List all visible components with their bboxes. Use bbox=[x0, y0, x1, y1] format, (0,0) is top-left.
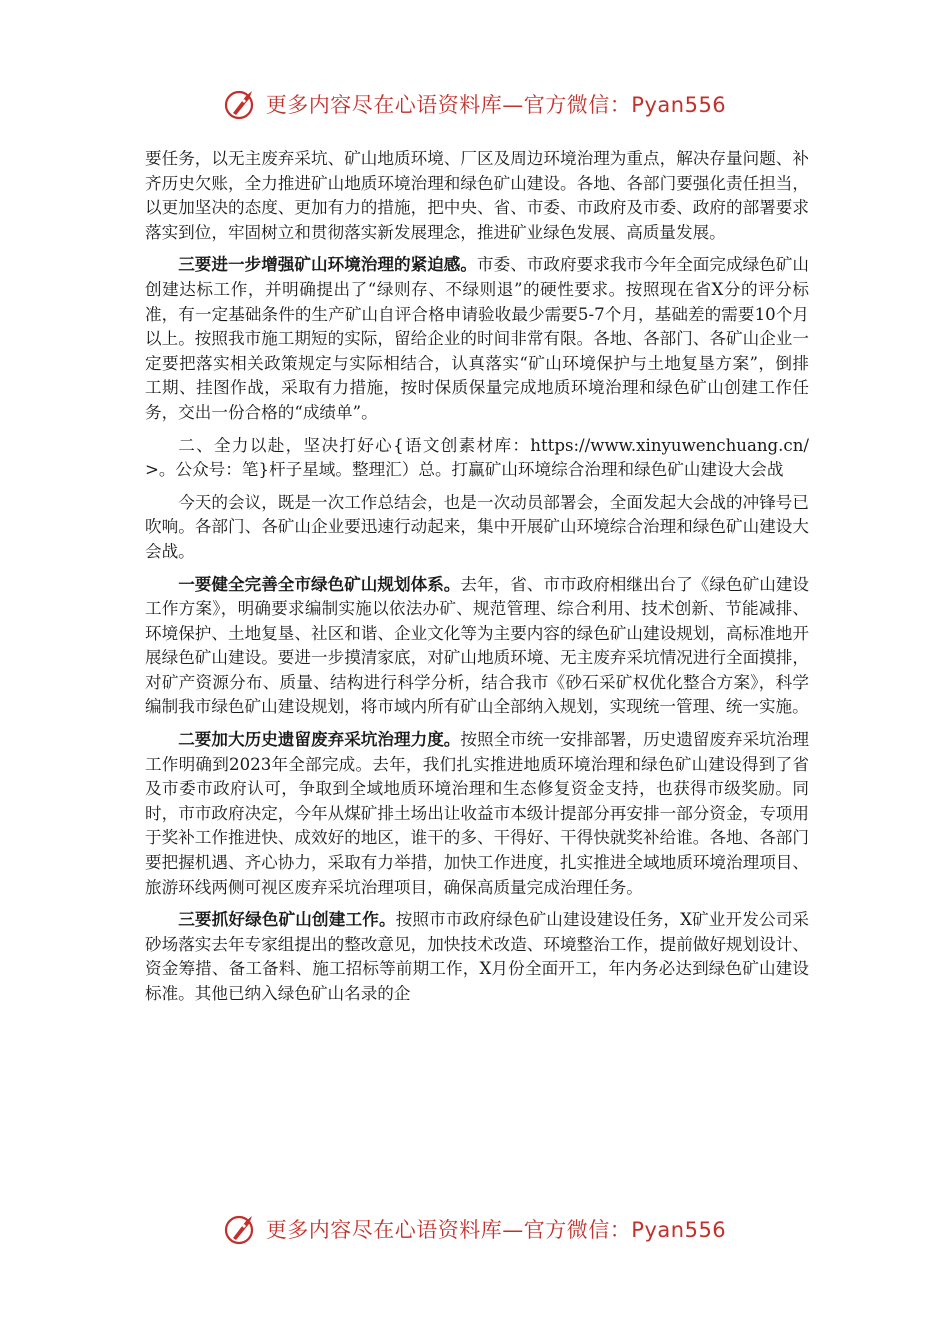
paragraph: 今天的会议，既是一次工作总结会，也是一次动员部署会，全面发起大会战的冲锋号已吹响。各部门、各矿山企业要迅速行动起来，集中开展矿山环境综合治理和绿色矿山建设大会战。 bbox=[145, 492, 809, 561]
header-watermark bbox=[0, 84, 950, 124]
footer-watermark bbox=[0, 1209, 950, 1249]
pen-nib-circle-icon bbox=[224, 1212, 258, 1246]
section-heading: 二、全力以赴，坚决打好心{语文创素材库：https://www.xinyuwenchuang.cn/>。公众号：笔}杆子星域。整理汇）总。打赢矿山环境综合治理和绿色矿山建设大会战 bbox=[145, 435, 809, 480]
paragraph: 一要健全完善全市绿色矿山规划体系。去年，省、市市政府相继出台了《绿色矿山建设工作方案》，明确要求编制实施以依法办矿、规范管理、综合利用、技术创新、节能减排、环境保护、土地复垦、社区和谐、企业文化等为主要内容的绿色矿山建设规划，高标准地开展绿色矿山建设。要进一步摸清家底，对矿山地质环境、无主废弃采坑情况进行全面摸排，对矿产资源分布、质量、结构进行科学分析，结合我市《砂石采矿权优化整合方案》，科学编制我市绿色矿山建设规划，将市域内所有矿山全部纳入规划，实现统一管理、统一实施。 bbox=[145, 573, 810, 717]
paragraph: 三要进一步增强矿山环境治理的紧迫感。市委、市政府要求我市今年全面完成绿色矿山创建达标工作，并明确提出了“绿则存、不绿则退”的硬性要求。按照现在省X分的评分标准，有一定基础条件的生产矿山自评合格申请验收最少需要5-7个月，基础差的需要10个月以上。按照我市施工期短的实际，留给企业的时间非常有限。各地、各部门、各矿山企业一定要把落实相关政策规定与实际相结合，认真落实“矿山环境保护与土地复垦方案”，倒排工期、挂图作战，采取有力措施，按时保质保量完成地质环境治理和绿色矿山创建工作任务，交出一份合格的“成绩单”。 bbox=[145, 254, 810, 422]
paragraph: 三要抓好绿色矿山创建工作。按照市市政府绿色矿山建设建设任务，X矿业开发公司采砂场落实去年专家组提出的整改意见，加快技术改造、环境整治工作，提前做好规划设计、资金筹措、备工备料、施工招标等前期工作，X月份全面开工，年内务必达到绿色矿山建设标准。其他已纳入绿色矿山名录的企 bbox=[145, 909, 810, 1003]
document-body bbox=[145, 146, 809, 1014]
header-watermark-text: 更多内容尽在心语资料库—官方微信：Pyan556 bbox=[265, 93, 727, 117]
paragraph-lead: 一要健全完善全市绿色矿山规划体系。 bbox=[178, 573, 461, 594]
paragraph: 要任务，以无主废弃采坑、矿山地质环境、厂区及周边环境治理为重点，解决存量问题、补齐历史欠账，全力推进矿山地质环境治理和绿色矿山建设。各地、各部门要强化责任担当，以更加坚决的态度、更加有力的措施，把中央、省、市委、市政府及市委、政府的部署要求落实到位，牢固树立和贯彻落实新发展理念，推进矿业绿色发展、高质量发展。 bbox=[145, 149, 809, 242]
footer-watermark-text: 更多内容尽在心语资料库—官方微信：Pyan556 bbox=[265, 1218, 727, 1242]
paragraph: 二要加大历史遗留废弃采坑治理力度。按照全市统一安排部署，历史遗留废弃采坑治理工作明确到2023年全部完成。去年，我们扎实推进地质环境治理和绿色矿山建设得到了省及市委市政府认可，争取到全域地质环境治理和生态修复资金支持，也获得市级奖励。同时，市市政府决定，今年从煤矿排土场出让收益市本级计提部分再安排一部分资金，专项用于奖补工作推进快、成效好的地区，谁干的多、干得好、干得快就奖补给谁。各地、各部门要把握机遇、齐心协力，采取有力举措，加快工作进度，扎实推进全域地质环境治理项目、旅游环线两侧可视区废弃采坑治理项目，确保高质量完成治理任务。 bbox=[145, 729, 810, 897]
paragraph-lead: 二要加大历史遗留废弃采坑治理力度。 bbox=[178, 729, 461, 750]
paragraph-lead: 三要抓好绿色矿山创建工作。 bbox=[178, 909, 396, 930]
paragraph-lead: 三要进一步增强矿山环境治理的紧迫感。 bbox=[178, 254, 477, 275]
pen-nib-circle-icon bbox=[224, 87, 258, 121]
